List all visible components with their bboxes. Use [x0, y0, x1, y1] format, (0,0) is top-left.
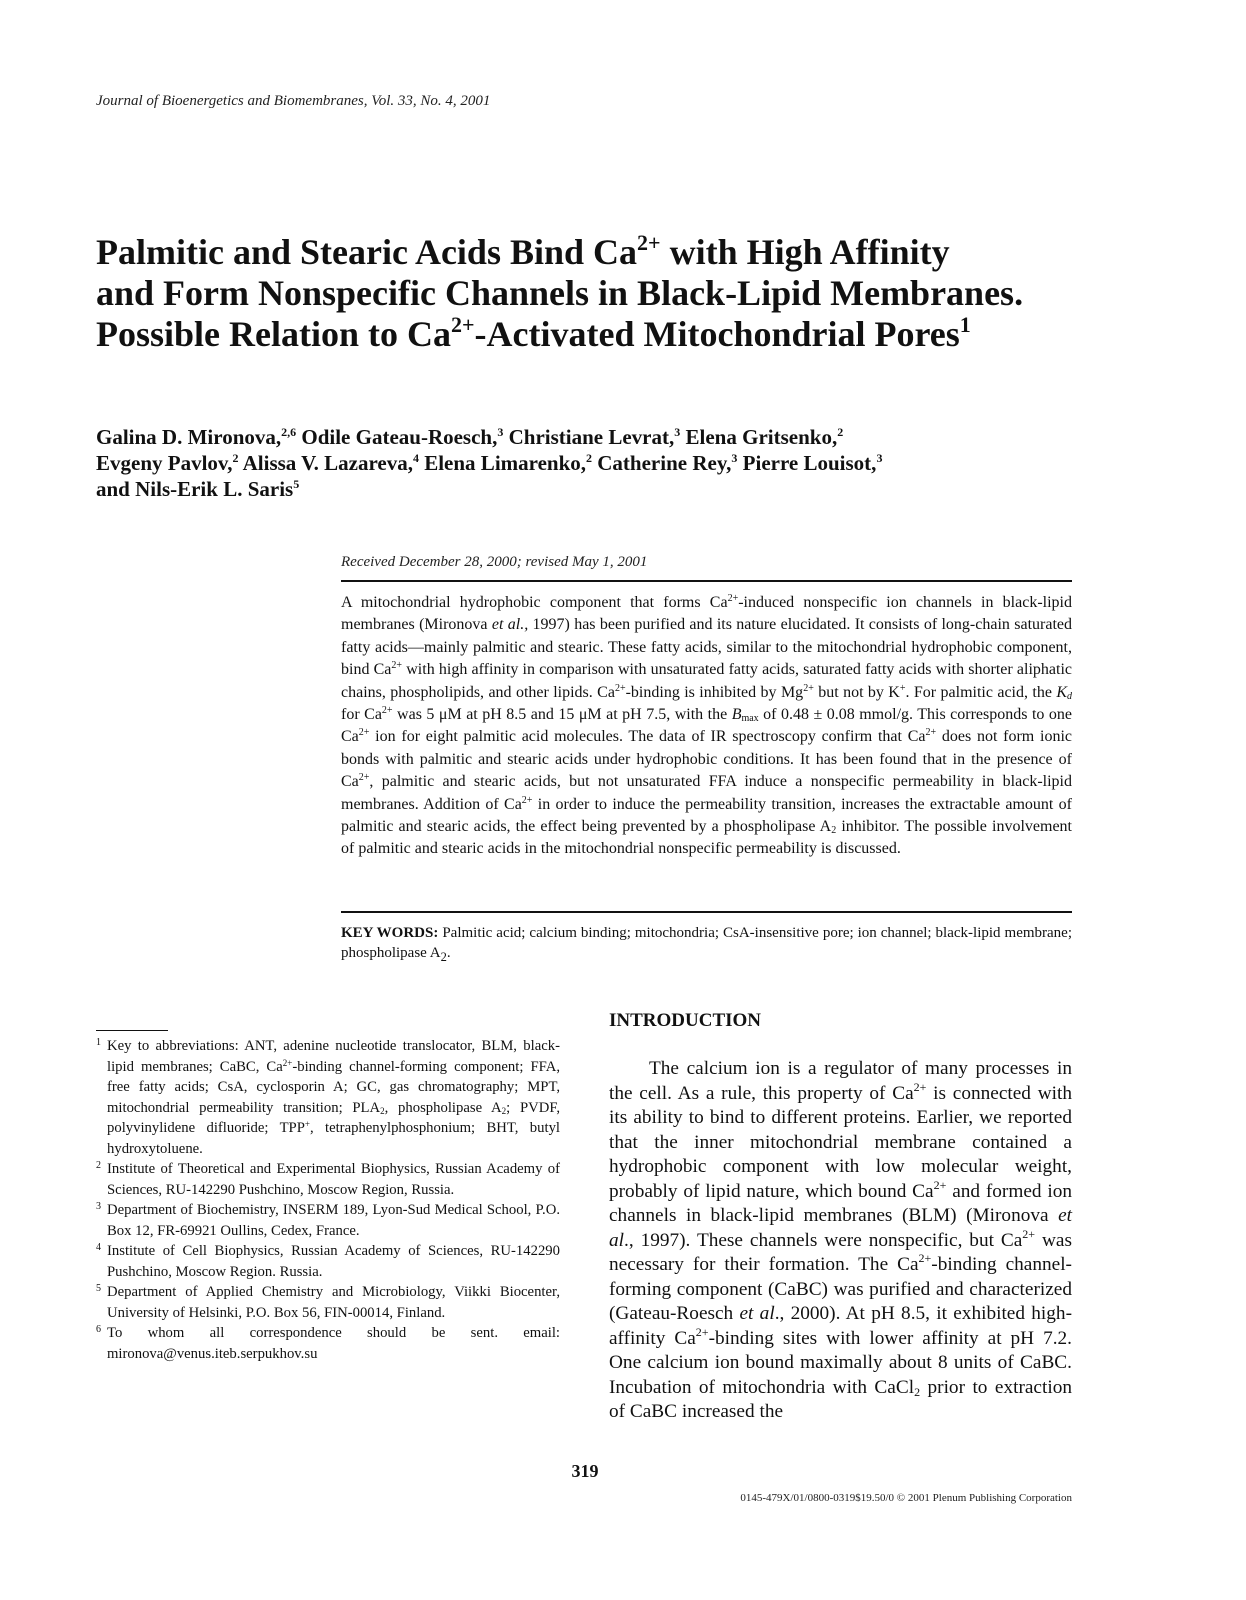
received-dates: Received December 28, 2000; revised May 1, 2001 — [341, 554, 648, 570]
page-number: 319 — [571, 1461, 599, 1481]
journal-header: Journal of Bioenergetics and Biomembranes, Vol. 33, No. 4, 2001 — [96, 93, 491, 109]
footnote-rule — [96, 1030, 168, 1031]
introduction-text: The calcium ion is a regulator of many processes in the cell. As a rule, this property of $Ca^{2+}$ is connected with its ability to bind to different proteins. Earlier, we reported that the inner mitochondrial membrane contained a hydrophobic component with low molecular weight, probably of lipid nature, which bound $Ca^{2+}$ and formed ion channels in black-lipid membranes (BLM) (Mironova et al., 1997). These channels were nonspecific, but $Ca^{2+}$ was necessary for their formation. The $Ca^{2+}$-binding channel-forming component (CaBC) was purified and characterized (Gateau-Roesch et al., 2000). At pH 8.5, it exhibited high-affinity $Ca^{2+}$-binding sites with lower affinity at pH 7.2. One calcium ion bound maximally about 8 units of CaBC. Incubation of mitochondria with CaCl$_2$ prior to extraction of CaBC increased the — [609, 1058, 1072, 1422]
abstract-top-rule — [341, 580, 1072, 582]
footnotes — [96, 1036, 560, 1364]
footnote: 5 Department of Applied Chemistry and Microbiology, Viikki Biocenter, University of Helsinki, P.O. Box 56, FIN-00014, Finland. — [96, 1283, 560, 1321]
copyright-line: 0145-479X/01/0800-0319$19.50/0 © 2001 Plenum Publishing Corporation — [740, 1492, 1072, 1504]
article-title: Palmitic and Stearic Acids Bind $Ca^{2+}$ with High Affinity and Form Nonspecific Channels in Black-Lipid Membranes. Possible Relation to $Ca^{2+}$-Activated Mitochondrial Pores$^1$ — [96, 230, 1024, 354]
author: and Nils-Erik L. Saris — [96, 477, 294, 501]
author: Elena Limarenko, — [424, 451, 587, 475]
author: Catherine Rey, — [597, 451, 732, 475]
footnote: 6 To whom all correspondence should be sent. email: mironova@venus.iteb.serpukhov.su — [96, 1324, 560, 1362]
footnote: 2 Institute of Theoretical and Experimental Biophysics, Russian Academy of Sciences, RU-142290 Pushchino, Moscow Region, Russia. — [96, 1160, 560, 1198]
section-heading: INTRODUCTION — [609, 1010, 762, 1031]
footnote: 4 Institute of Cell Biophysics, Russian Academy of Sciences, RU-142290 Pushchino, Moscow Region. Russia. — [96, 1242, 560, 1280]
footnote: 1 Key to abbreviations: ANT, adenine nucleotide translocator, BLM, black-lipid membranes; CaBC, $Ca^{2+}$-binding channel-forming component; FFA, free fatty acids; CsA, cyclosporin A; GC, gas chromatography; MPT, mitochondrial permeability transition; $PLA_2$, phospholipase $A_2$; PVDF, polyvinylidene difluoride; TPP+, tetraphenylphosphonium; BHT, butyl hydroxytoluene. — [96, 1037, 561, 1157]
abstract-bottom-rule — [341, 911, 1072, 913]
author: Evgeny Pavlov, — [96, 451, 233, 475]
author: Galina D. Mironova, — [96, 425, 282, 449]
footnote: 3 Department of Biochemistry, INSERM 189, Lyon-Sud Medical School, P.O. Box 12, FR-69921 Oullins, Cedex, France. — [96, 1201, 560, 1239]
author: Alissa V. Lazareva, — [242, 451, 413, 475]
author: Pierre Louisot, — [742, 451, 877, 475]
abstract: A mitochondrial hydrophobic component that forms $Ca^{2+}$-induced nonspecific ion channels in black-lipid membranes (Mironova et al., 1997) has been purified and its nature elucidated. It consists of long-chain saturated fatty acids—mainly palmitic and stearic. These fatty acids, similar to the mitochondrial hydrophobic component, bind $Ca^{2+}$ with high affinity in comparison with unsaturated fatty acids, saturated fatty acids with shorter aliphatic chains, phospholipids, and other lipids. $Ca^{2+}$-binding is inhibited by $Mg^{2+}$ but not by K+. For palmitic acid, the $K_d$ for $Ca^{2+}$ was 5 μM at pH 8.5 and 15 μM at pH 7.5, with the $B_{max}$ of 0.48 ± 0.08 mmol/g. This corresponds to one $Ca^{2+}$ ion for eight palmitic acid molecules. The data of IR spectroscopy confirm that $Ca^{2+}$ does not form ionic bonds with palmitic and stearic acids under hydrophobic conditions. It has been found that in the presence of $Ca^{2+}$, palmitic and stearic acids, but not unsaturated FFA induce a nonspecific permeability in black-lipid membranes. Addition of $Ca^{2+}$ in order to induce the permeability transition, increases the extractable amount of palmitic and stearic acids, the effect being prevented by a phospholipase $A_2$ inhibitor. The possible involvement of palmitic and stearic acids in the mitochondrial nonspecific permeability is discussed. — [341, 593, 1073, 858]
author-list: Galina D. Mironova,$^{2,6}$ Odile Gateau-Roesch,$^3$ Christiane Levrat,$^3$ Elena Gritsenko,$^2$ Evgeny Pavlov,$^2$ Alissa V. Lazareva,$^4$ Elena Limarenko,$^2$ Catherine Rey,$^3$ Pierre Louisot,$^3$ and Nils-Erik L. Saris$^5$ — [96, 425, 883, 501]
author: Odile Gateau-Roesch, — [301, 425, 498, 449]
author: Elena Gritsenko, — [685, 425, 838, 449]
author: Christiane Levrat, — [508, 425, 675, 449]
keywords: KEY WORDS: Palmitic acid; calcium binding; mitochondria; CsA-insensitive pore; ion channel; black-lipid membrane; phospholipase $A_2$. — [341, 925, 1072, 964]
